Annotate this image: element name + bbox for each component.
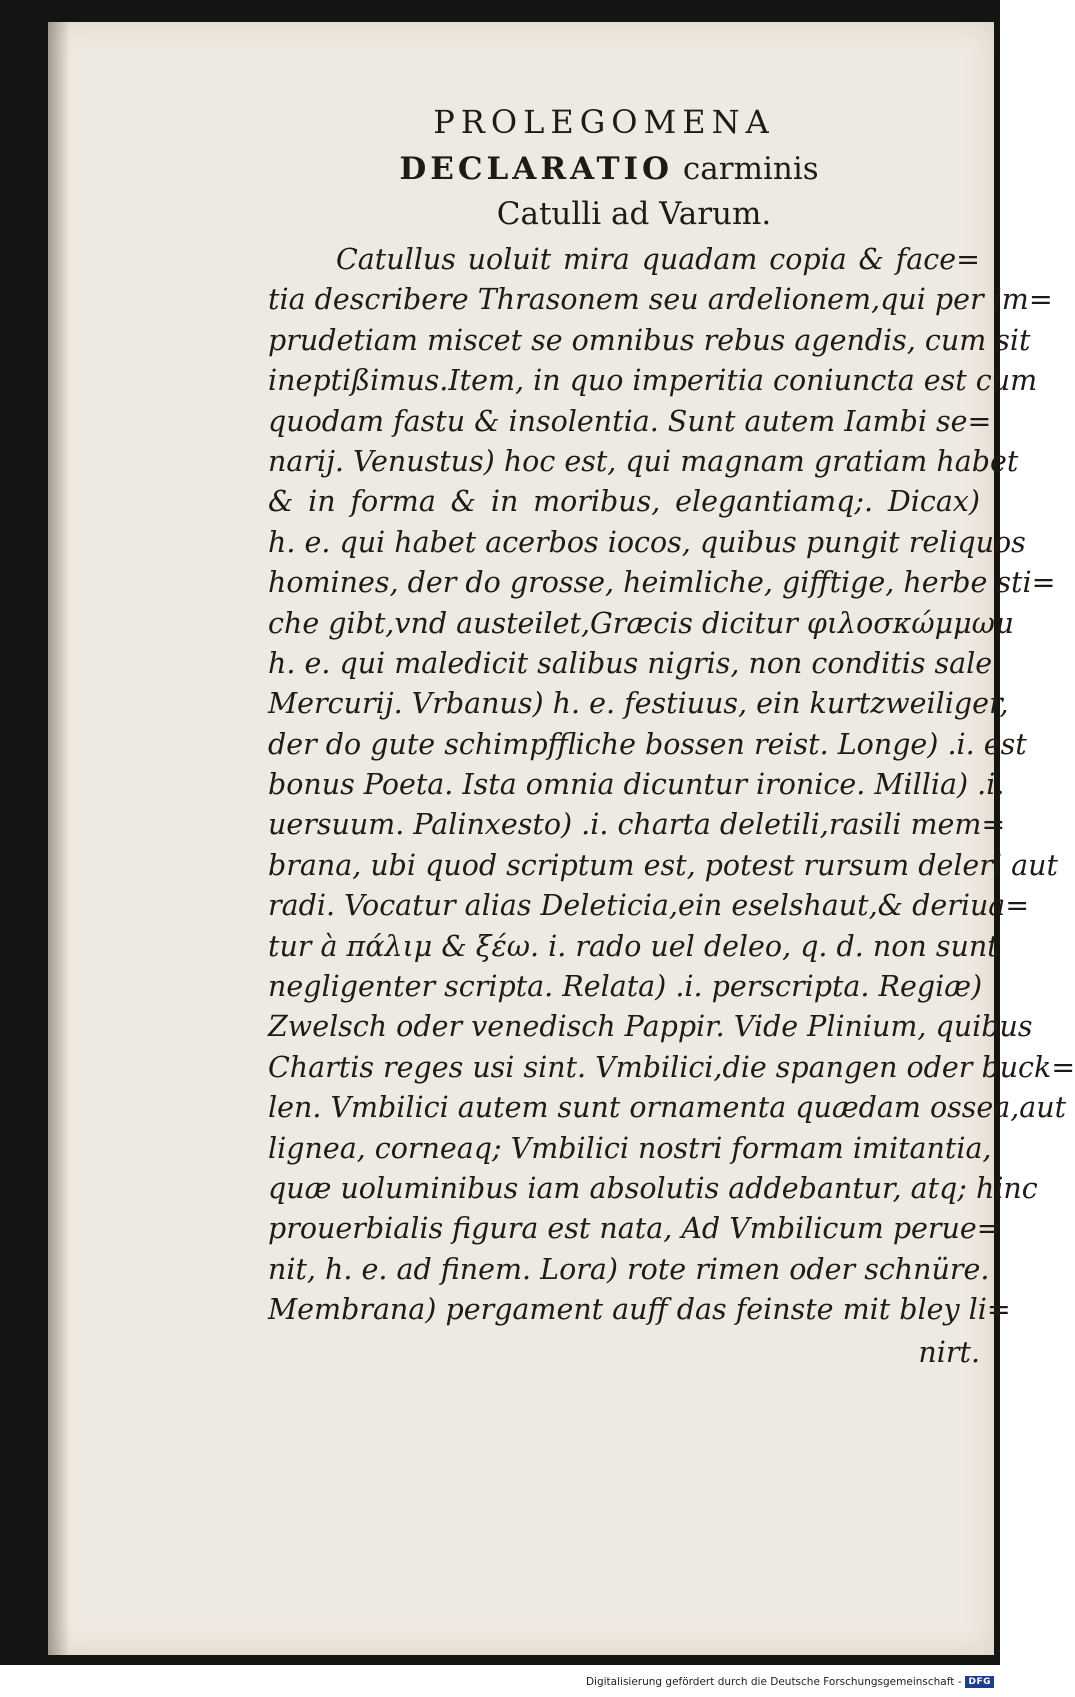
body-line: homines, der do grosse, heimliche, gifftige, herbe sti= (268, 566, 1056, 600)
body-line: narij. Venustus) hoc est, qui magnam gratiam habet (268, 444, 1019, 478)
body-line: tia describere Thrasonem seu ardelionem,qui per im= (268, 283, 1053, 317)
body-line: & in forma & in moribus, elegantiamq;. Dicax) (268, 485, 980, 519)
body-line: quodam fastu & insolentia. Sunt autem Iambi se= (268, 404, 992, 438)
body-line: tur à πάλιμ & ξέω. i. rado uel deleo, q. d. non sunt (268, 929, 999, 963)
section-title (238, 146, 980, 192)
section-title-lower: carminis (682, 151, 819, 187)
body-line: uersuum. Palinxesto) .i. charta deletili,rasili mem= (268, 808, 1006, 842)
body-line: Zwelsch oder venedisch Pappir. Vide Plinium, quibus (268, 1010, 1033, 1044)
page-gutter-shadow (48, 22, 70, 1655)
digitization-credit (586, 1676, 994, 1688)
page-text-block (268, 98, 1075, 1373)
body-line: ineptißimus.Item, in quo imperitia coniuncta est cum (268, 364, 1038, 398)
body-line: negligenter scripta. Relata) .i. perscripta. Regiæ) (268, 970, 983, 1004)
running-head: PROLEGOMENA (433, 103, 775, 141)
body-line: che gibt,vnd austeilet,Græcis dicitur φιλοσκώμμωμ (268, 606, 1014, 640)
section-title-caps: DECLARATIO (399, 151, 674, 187)
body-line: prouerbialis figura est nata, Ad Vmbilicum perue= (268, 1212, 1001, 1246)
credit-text: Digitalisierung gefördert durch die Deutsche Forschungsgemeinschaft - (585, 1676, 962, 1688)
body-line: prudetiam miscet se omnibus rebus agendis, cum sit (268, 323, 1031, 357)
catchword-line: nirt. (918, 1335, 980, 1369)
body-line: brana, ubi quod scriptum est, potest rursum deleri aut (268, 848, 1058, 882)
body-line: radi. Vocatur alias Deleticia,ein eselshaut,& deriua= (268, 889, 1030, 923)
body-line: Catullus uoluit mira quadam copia & face= (336, 243, 980, 276)
body-line: nit, h. e. ad finem. Lora) rote rimen oder schnüre. (268, 1252, 990, 1286)
body-line: h. e. qui maledicit salibus nigris, non conditis sale (268, 646, 993, 680)
body-line: der do gute schimpffliche bossen reist. Longe) .i. est (268, 727, 1027, 761)
body-line: lignea, corneaq; Vmbilici nostri formam imitantia, (268, 1131, 992, 1165)
body-line: Chartis reges usi sint. Vmbilici,die spangen oder buck= (268, 1050, 1075, 1084)
dfg-logo-icon: DFG (965, 1676, 994, 1688)
body-line: Membrana) pergament auff das feinste mit bley li= (268, 1293, 1011, 1327)
body-text (268, 240, 1075, 1373)
body-line: bonus Poeta. Ista omnia dicuntur ironice. Millia) .i. (268, 768, 1005, 802)
body-line: h. e. qui habet acerbos iocos, quibus pungit reliquos (268, 525, 1026, 559)
body-line: quæ uoluminibus iam absolutis addebantur, atq; hinc (268, 1171, 1038, 1205)
section-subtitle: Catulli ad Varum. (496, 196, 772, 232)
body-line: Mercurij. Vrbanus) h. e. festiuus, ein kurtzweiliger, (268, 687, 1009, 721)
body-line: len. Vmbilici autem sunt ornamenta quædam ossea,aut (268, 1091, 1067, 1125)
